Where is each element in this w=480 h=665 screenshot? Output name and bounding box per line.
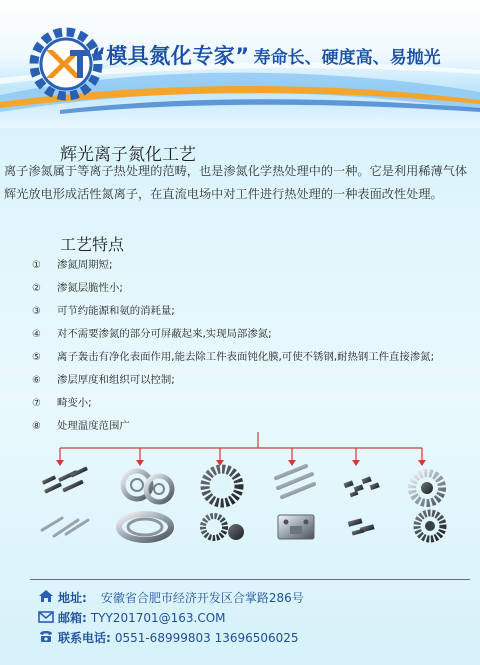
bolts-icon — [42, 466, 88, 493]
gear-icon — [412, 473, 442, 503]
gear-set-icon — [203, 516, 244, 540]
feature-number: ⑤ — [32, 352, 41, 363]
home-icon — [38, 589, 58, 609]
feature-text: 渗氮周期短; — [57, 259, 113, 271]
email-value[interactable]: TYY201701@163.COM — [90, 611, 226, 625]
feature-text: 对不需要渗氮的部分可屏蔽起来,实现局部渗氮; — [57, 328, 272, 340]
features-title: 工艺特点 — [60, 235, 125, 254]
helical-gear-icon — [417, 513, 443, 539]
feature-number: ① — [32, 260, 41, 271]
feature-number: ② — [32, 283, 41, 294]
bearings-icon — [123, 471, 172, 502]
feature-text: 渗氮层脆性小; — [57, 282, 123, 294]
email-label: 邮箱: — [58, 611, 87, 625]
phone-value[interactable]: 0551-68999803 13696506025 — [114, 631, 299, 645]
address-value: 安徽省合肥市经济开发区合掌路286号 — [100, 591, 304, 605]
feature-text: 渗层厚度和组织可以控制; — [57, 374, 175, 386]
email-row — [38, 608, 304, 628]
page-title: 辉光离子氮化工艺 — [60, 145, 196, 165]
mail-icon — [38, 609, 58, 629]
large-bearing-icon — [119, 514, 171, 540]
contact-info — [38, 588, 304, 648]
mold-block-icon — [278, 515, 314, 539]
gear-ring-icon — [205, 469, 239, 503]
slogan-quote: “模具氮化专家” — [92, 44, 250, 68]
phone-row — [38, 628, 304, 648]
pins-icon — [42, 518, 88, 536]
feature-number: ③ — [32, 306, 41, 317]
feature-text: 处理温度范围广 — [57, 420, 130, 432]
phone-label: 联系电话: — [58, 631, 111, 645]
feature-number: ⑥ — [32, 375, 41, 386]
feature-number: ⑧ — [32, 421, 41, 432]
feature-text: 畸变小; — [57, 397, 92, 409]
slogan-tail: 寿命长、硬度高、易抛光 — [253, 48, 441, 68]
shafts-icon — [276, 466, 314, 497]
contact-divider — [30, 579, 470, 580]
address-row — [38, 588, 304, 608]
feature-number: ⑦ — [32, 398, 41, 409]
feature-text: 可节约能源和氨的消耗量; — [57, 305, 175, 317]
description-text: 离子渗氮属于等离子热处理的范畴，也是渗氮化学热处理中的一种。它是利用稀薄气体辉光放电形成活性氮离子，在直流电场中对工件进行热处理的一种表面改性处理。 — [4, 164, 468, 201]
feature-number: ④ — [32, 329, 41, 340]
cutting-blades-icon — [348, 518, 375, 535]
feature-text: 离子轰击有净化表面作用,能去除工件表面钝化膜,可使不锈钢,耐热钢工件直接渗氮; — [57, 351, 435, 363]
chain-parts-icon — [344, 476, 380, 497]
phone-icon — [38, 629, 58, 649]
address-label: 地址: — [58, 591, 87, 605]
